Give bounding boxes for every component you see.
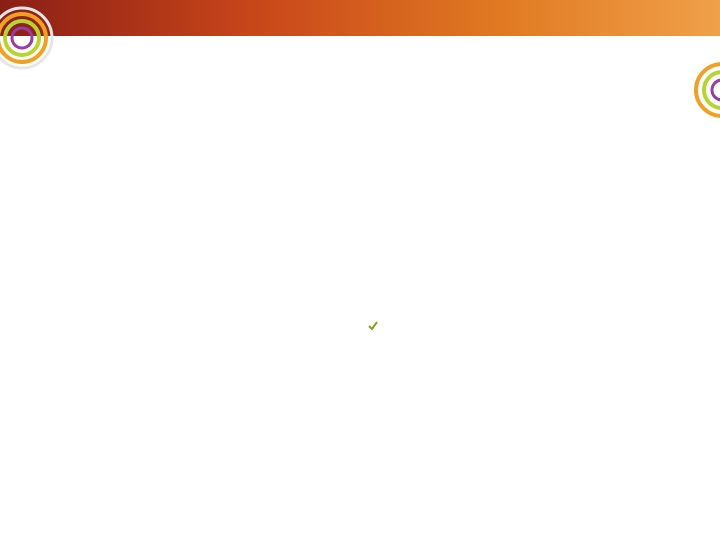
chart-healthy-lifestyle xyxy=(362,130,714,305)
chart-family-relations xyxy=(8,316,358,494)
check-bullet-icon xyxy=(368,321,378,331)
header-bar xyxy=(0,0,720,36)
decorative-rings-logo xyxy=(0,0,70,80)
decorative-rings-right xyxy=(690,50,720,130)
chart-low-income xyxy=(8,130,358,305)
